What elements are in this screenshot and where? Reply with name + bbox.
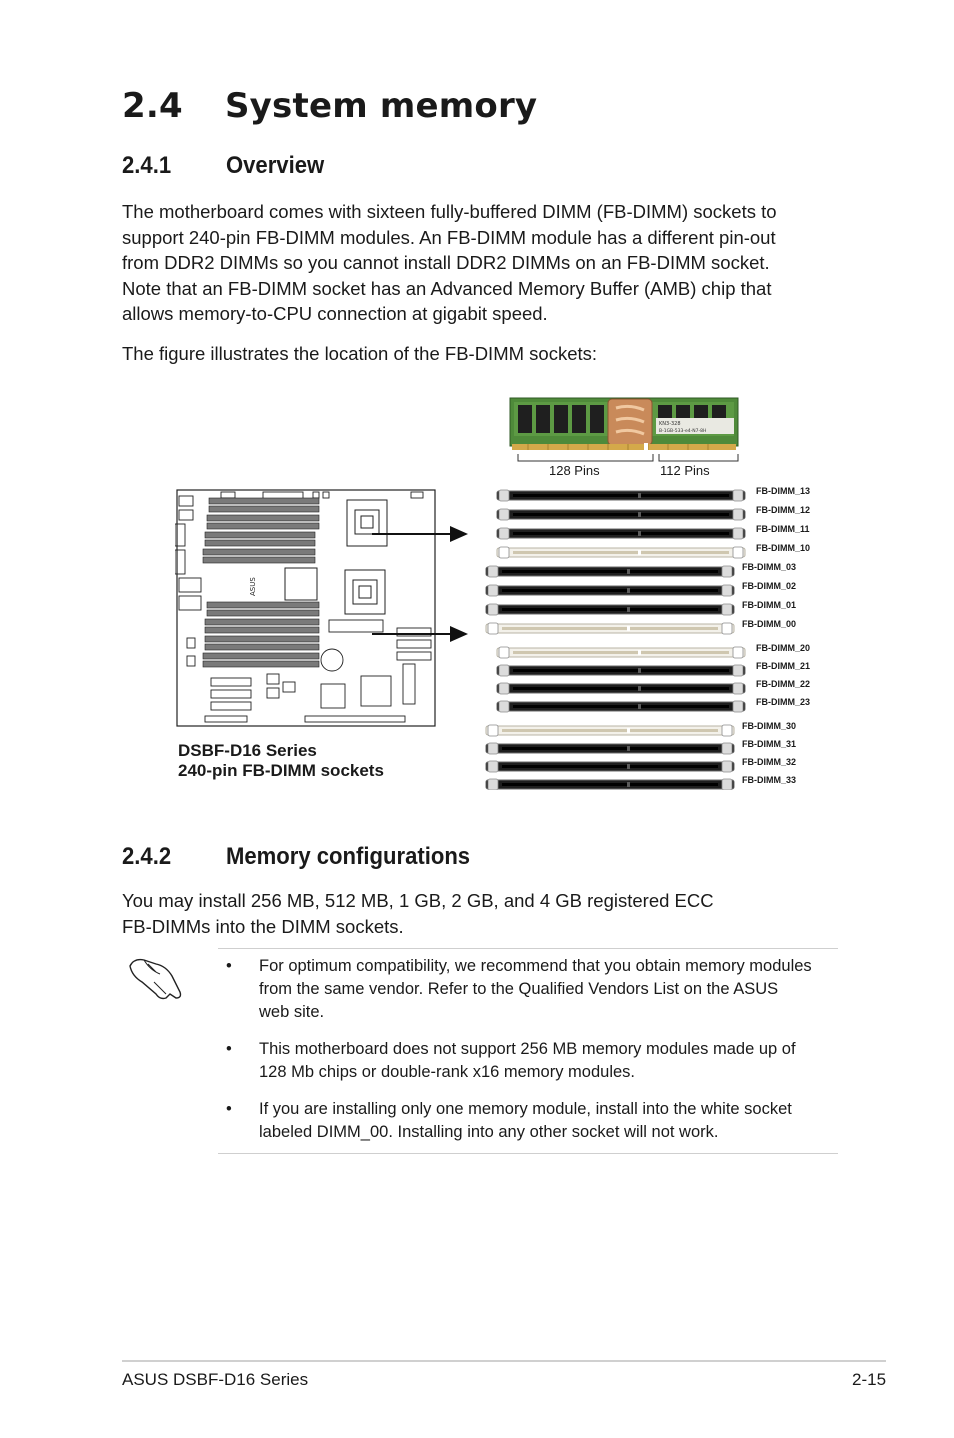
socket-label: FB-DIMM_11 [756, 524, 810, 534]
memory-config-line: You may install 256 MB, 512 MB, 1 GB, 2 GB, and 4 GB registered ECC [122, 890, 714, 911]
note-line: This motherboard does not support 256 MB memory modules made up of [259, 1040, 796, 1058]
socket-label: FB-DIMM_23 [756, 697, 811, 707]
overview-line: The motherboard comes with sixteen fully-buffered DIMM (FB-DIMM) sockets to [122, 201, 777, 222]
bullet: • [226, 957, 232, 975]
arrow-head-icon [450, 626, 468, 642]
fb-dimm-socket [497, 509, 745, 520]
arrow-head-icon [450, 526, 468, 542]
socket-arrows [372, 520, 472, 644]
overview-heading [122, 152, 324, 180]
fb-dimm-socket [486, 743, 734, 754]
caption-line1: DSBF-D16 Series [178, 741, 317, 760]
socket-label: FB-DIMM_31 [742, 739, 797, 749]
footer-page-number: 2-15 [852, 1370, 887, 1389]
bullet: • [226, 1100, 232, 1118]
fb-dimm-socket [486, 566, 734, 577]
fb-dimm-socket [497, 683, 745, 694]
pins-right-label: 112 Pins [660, 463, 710, 478]
fb-dimm-socket [497, 665, 745, 676]
fb-dimm-socket [486, 604, 734, 615]
fb-dimm-socket [486, 779, 734, 790]
fb-dimm-socket [486, 725, 734, 736]
memory-config-number: 2.4.2 [122, 843, 172, 870]
memory-config-line: FB-DIMMs into the DIMM sockets. [122, 915, 404, 937]
fb-dimm-socket [497, 701, 745, 712]
socket-label: FB-DIMM_10 [756, 543, 811, 553]
fb-dimm-socket [486, 585, 734, 596]
memory-config-paragraph [122, 888, 842, 939]
socket-label: FB-DIMM_13 [756, 486, 811, 496]
fb-dimm-socket [497, 528, 745, 539]
section-heading [122, 86, 537, 126]
section-number: 2.4 [122, 86, 183, 126]
note-item [218, 1038, 843, 1084]
socket-label: FB-DIMM_12 [756, 505, 811, 515]
board-brand: ASUS [249, 577, 257, 596]
overview-line: support 240-pin FB-DIMM modules. An FB-DIMM module has a different pin-out [122, 226, 776, 248]
socket-label: FB-DIMM_22 [756, 679, 811, 689]
overview-line: Note that an FB-DIMM socket has an Advanced Memory Buffer (AMB) chip that [122, 277, 772, 299]
fb-dimm-socket [486, 623, 734, 634]
note-line: 128 Mb chips or double-rank x16 memory modules. [259, 1063, 636, 1081]
socket-label: FB-DIMM_30 [742, 721, 797, 731]
pins-left-label: 128 Pins [549, 463, 600, 478]
note-item [218, 1098, 843, 1144]
socket-label: FB-DIMM_33 [742, 775, 797, 785]
fb-dimm-module-illustration [508, 396, 740, 454]
socket-label: FB-DIMM_32 [742, 757, 797, 767]
section-title: System memory [225, 86, 538, 126]
overview-title: Overview [225, 152, 325, 179]
overview-line: allows memory-to-CPU connection at gigabit speed. [122, 303, 548, 324]
module-label-line2: B-1GB-533-e4-N7-8H [659, 429, 707, 434]
fb-dimm-socket [497, 647, 745, 658]
footer-rule [122, 1360, 886, 1362]
fb-dimm-sockets [480, 480, 750, 790]
note-top-rule [218, 948, 838, 949]
socket-label: FB-DIMM_02 [742, 581, 797, 591]
overview-line: from DDR2 DIMMs so you cannot install DDR2 DIMMs on an FB-DIMM socket. [122, 252, 770, 273]
socket-label: FB-DIMM_03 [742, 562, 797, 572]
note-list [218, 955, 843, 1158]
note-line: labeled DIMM_00. Installing into any other socket will not work. [259, 1123, 719, 1141]
note-bottom-rule [218, 1153, 838, 1154]
bullet: • [226, 1040, 232, 1058]
note-line: from the same vendor. Refer to the Qualified Vendors List on the ASUS [259, 980, 779, 998]
socket-label: FB-DIMM_01 [742, 600, 797, 610]
module-label-line1: KN3-328 [659, 421, 681, 427]
socket-label: FB-DIMM_21 [756, 661, 811, 671]
overview-paragraph [122, 199, 842, 327]
fb-dimm-socket [497, 547, 745, 558]
overview-number: 2.4.1 [122, 152, 172, 179]
hand-note-icon [126, 952, 186, 1004]
fb-dimm-socket [497, 490, 745, 501]
socket-label: FB-DIMM_00 [742, 619, 797, 629]
memory-config-heading [122, 843, 470, 871]
note-item [218, 955, 843, 1024]
figure-caption [178, 741, 384, 781]
figure-intro: The figure illustrates the location of the FB-DIMM sockets: [122, 343, 598, 364]
fb-dimm-socket [486, 761, 734, 772]
caption-line2: 240-pin FB-DIMM sockets [178, 761, 384, 780]
footer-product: ASUS DSBF-D16 Series [122, 1370, 309, 1389]
socket-label: FB-DIMM_20 [756, 643, 811, 653]
memory-config-title: Memory configurations [225, 843, 471, 870]
note-line: If you are installing only one memory module, install into the white socket [259, 1100, 792, 1118]
note-line: web site. [259, 1003, 325, 1021]
note-line: For optimum compatibility, we recommend that you obtain memory modules [259, 957, 812, 975]
